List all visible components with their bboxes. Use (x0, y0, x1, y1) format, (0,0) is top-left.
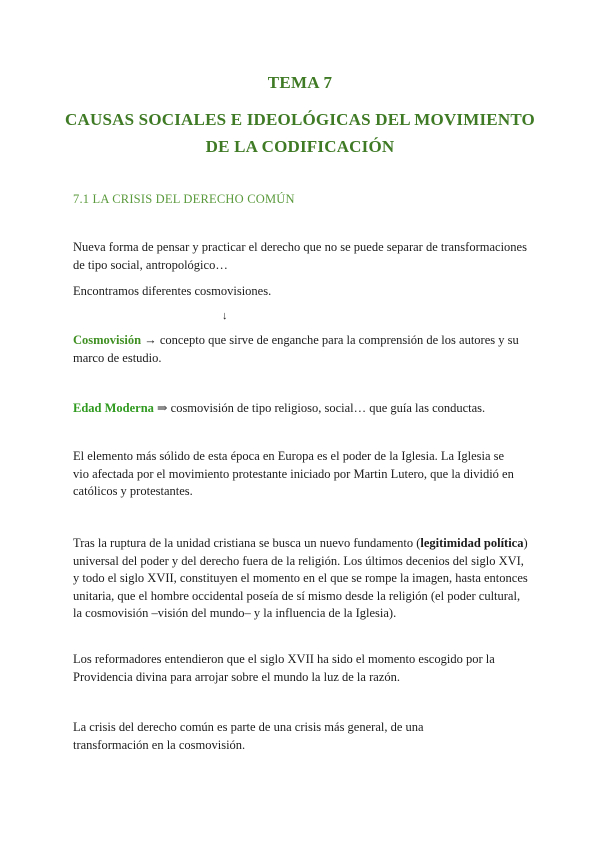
paragraph-crisis: La crisis del derecho común es parte de una crisis más general, de una transformación en la cosmovisión. (73, 720, 424, 752)
down-arrow-icon: ↓ (222, 310, 228, 322)
term-cosmovision: Cosmovisión (73, 333, 142, 347)
paragraph-cosmovision (73, 332, 535, 367)
title-line-2: DE LA CODIFICACIÓN (205, 137, 395, 156)
paragraph-edad-moderna (73, 400, 533, 418)
paragraph-1: Nueva forma de pensar y practicar el derecho que no se puede separar de transformaciones de tipo social, antropológico… (73, 240, 527, 272)
chapter-title (60, 106, 540, 160)
term-legitimidad-politica: legitimidad política (420, 536, 524, 550)
paragraph-2: Encontramos diferentes cosmovisiones. (73, 284, 272, 298)
title-line-1: CAUSAS SOCIALES E IDEOLÓGICAS DEL MOVIMIENTO (65, 110, 535, 129)
ruptura-text-a: Tras la ruptura de la unidad cristiana se busca un nuevo fundamento ( (73, 536, 421, 550)
cosmovision-definition: → concepto que sirve de enganche para la comprensión de los autores y su marco de estudio. (73, 333, 519, 365)
edad-moderna-definition: ⇒ cosmovisión de tipo religioso, social… que guía las conductas. (153, 401, 486, 415)
term-edad-moderna: Edad Moderna (73, 401, 154, 415)
section-heading: 7.1 LA CRISIS DEL DERECHO COMÚN (73, 192, 295, 206)
chapter-number: TEMA 7 (267, 73, 333, 92)
ruptura-text-b: ) universal del poder y del derecho fuera de la religión. Los últimos decenios del siglo XVI, y todo el siglo XVII, constituyen el momento en el que se rompe la imagen, hasta entonces unitaria, que el hombre occidental poseía de sí mismo desde la religión (el poder cultural, la cosmovisión –visión del mundo– y la influencia de la Iglesia). (73, 536, 528, 620)
paragraph-ruptura (73, 535, 531, 623)
paragraph-iglesia: El elemento más sólido de esta época en Europa es el poder de la Iglesia. La Iglesia se vio afectada por el movimiento protestante iniciado por Martin Lutero, que la dividió en católicos y protestantes. (73, 449, 514, 498)
paragraph-reformadores: Los reformadores entendieron que el siglo XVII ha sido el momento escogido por la Providencia divina para arrojar sobre el mundo la luz de la razón. (73, 652, 495, 684)
